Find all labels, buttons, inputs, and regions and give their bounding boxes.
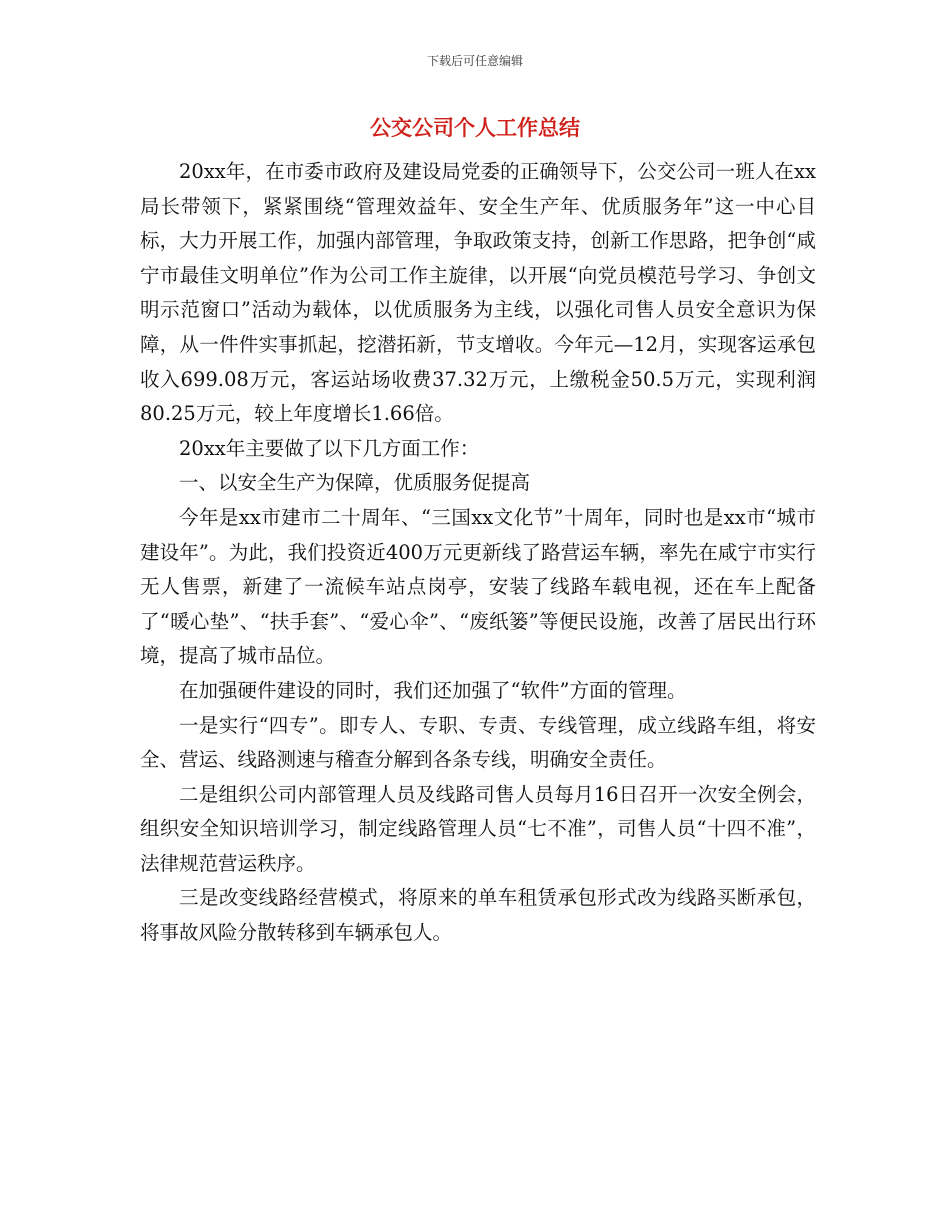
paragraph-point-2: 二是组织公司内部管理人员及线路司售人员每月16日召开一次安全例会，组织安全知识培训学习，制定线路管理人员“七不准”，司售人员“十四不准”，法律规范营运秩序。 <box>140 782 816 875</box>
paragraph-software-management: 在加强硬件建设的同时，我们还加强了“软件”方面的管理。 <box>179 678 687 702</box>
paragraph-point-3: 三是改变线路经营模式，将原来的单车租赁承包形式改为线路买断承包，将事故风险分散转移到车辆承包人。 <box>140 886 816 945</box>
paragraph-point-1: 一是实行“四专”。即专人、专职、专责、专线管理，成立线路车组，将安全、营运、线路测速与稽查分解到各条专线，明确安全责任。 <box>140 713 816 772</box>
document-body <box>140 155 816 951</box>
paragraph-city-anniversary: 今年是xx市建市二十周年、“三国xx文化节”十周年，同时也是xx市“城市建设年”。为此，我们投资近400万元更新线了路营运车辆，率先在咸宁市实行无人售票，新建了一流候车站点岗亭，安装了线路车载电视，还在车上配备了“暖心垫”、“扶手套”、“爱心伞”、“废纸篓”等便民设施，改善了居民出行环境，提高了城市品位。 <box>140 505 816 668</box>
page-header-note: 下载后可任意编辑 <box>426 54 523 68</box>
paragraph-intro: 20xx年，在市委市政府及建设局党委的正确领导下，公交公司一班人在xx局长带领下，紧紧围绕“管理效益年、安全生产年、优质服务年”这一中心目标，大力开展工作，加强内部管理，争取政策支持，创新工作思路，把争创“咸宁市最佳文明单位”作为公司工作主旋律，以开展“向党员模范号学习、争创文明示范窗口”活动为载体，以优质服务为主线，以强化司售人员安全意识为保障，从一件件实事抓起，挖潜拓新，节支增收。今年元—12月，实现客运承包收入699.08万元，客运站场收费37.32万元，上缴税金50.5万元，实现利润80.25万元，较上年度增长1.66倍。 <box>140 160 816 426</box>
section-heading-1: 一、以安全生产为保障，优质服务促提高 <box>179 471 531 495</box>
paragraph-work-overview: 20xx年主要做了以下几方面工作： <box>179 436 480 460</box>
document-title: 公交公司个人工作总结 <box>370 115 580 140</box>
